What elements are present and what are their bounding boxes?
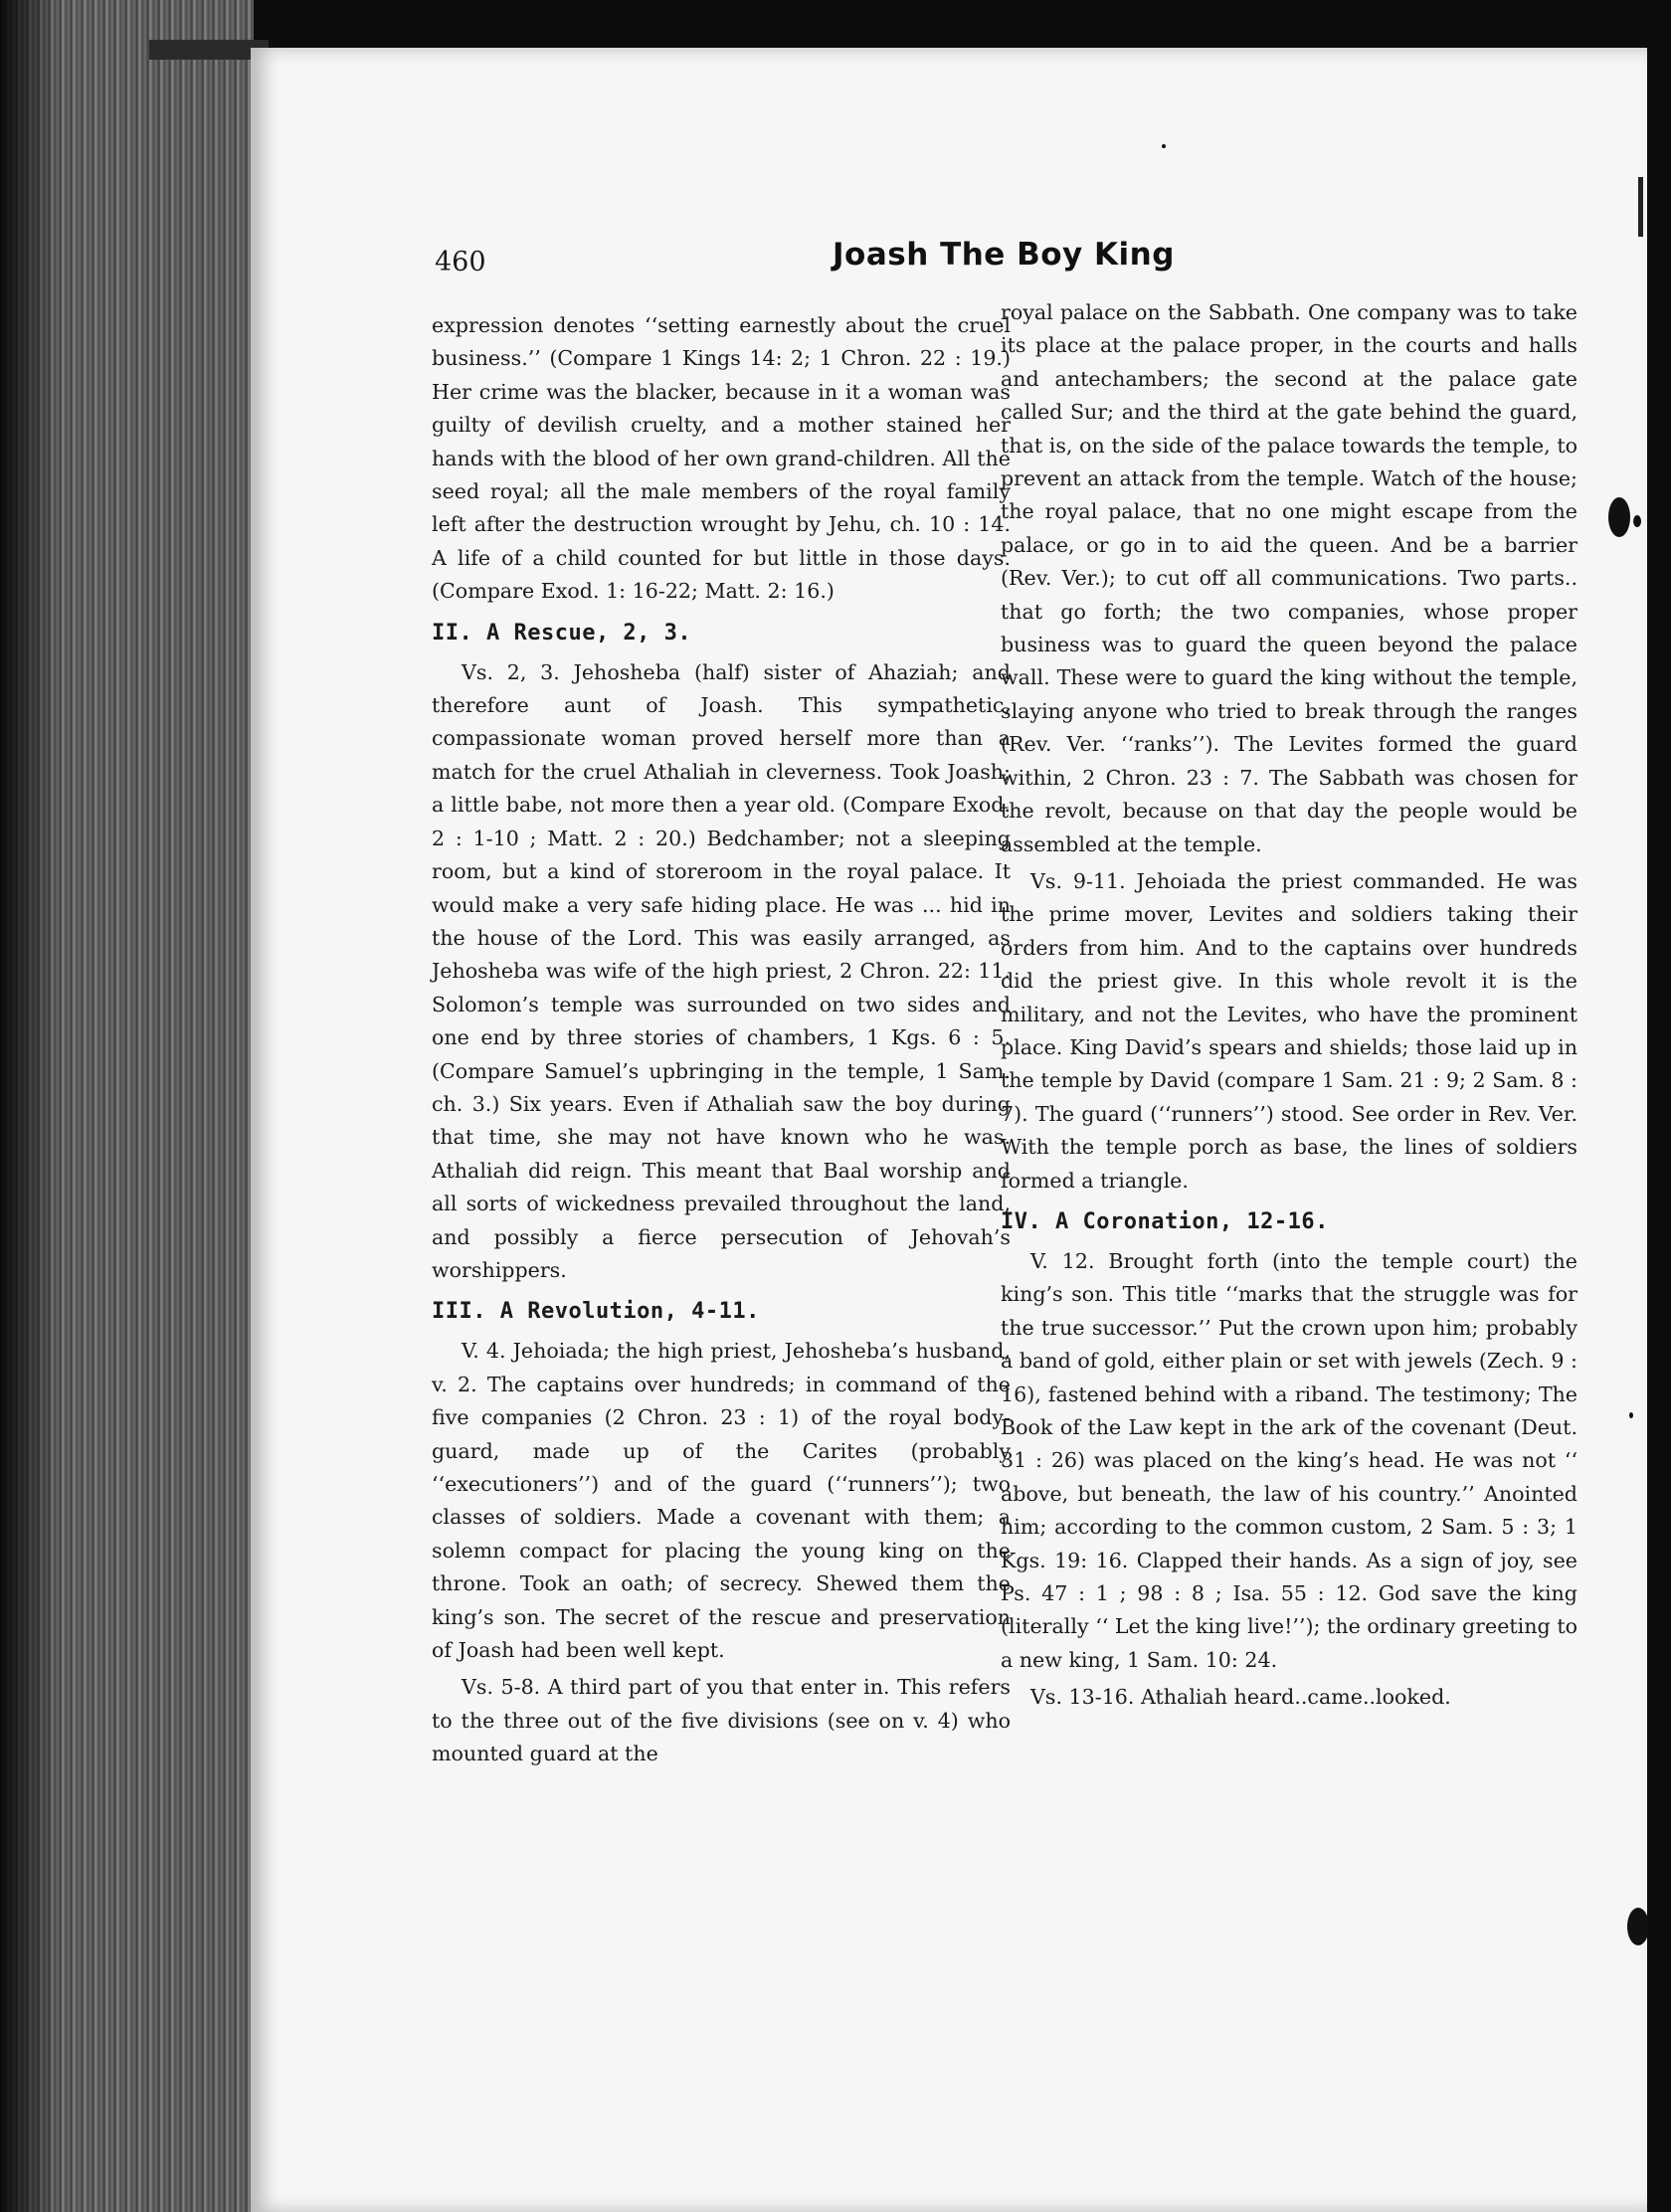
paragraph: Vs. 5-8. A third part of you that enter in. This refers to the three out of the five divisions (see on v. 4) who mounted guard at the bbox=[432, 1675, 1011, 1766]
book-page-edges bbox=[0, 0, 254, 2212]
paragraph: expression denotes ‘‘setting earnestly about the cruel business.’’ (Compare 1 Kings 14: 2; 1 Chron. 22 : 19.) Her crime was the blacker, because in it a woman was guilty of devilish cruelty, and a mother stained her hands with the blood of her own grand-children. All the seed royal; all the male members of the royal family left after the destruction wrought by Jehu, ch. 10 : 14. A life of a child counted for but little in those days. (Compare Exod. 1: 16-22; Matt. 2: 16.) bbox=[432, 313, 1011, 604]
page-header bbox=[435, 237, 1370, 296]
page-number: 460 bbox=[435, 247, 486, 277]
binder-hole bbox=[1608, 497, 1630, 537]
section-heading-revolution: III. A Revolution, 4-11. bbox=[432, 1299, 760, 1325]
left-column bbox=[432, 309, 1011, 1771]
paragraph: Vs. 9-11. Jehoiada the priest commanded. He was the prime mover, Levites and soldiers taking their orders from him. And to the captains over hundreds did the priest give. In this whole revolt it is the military, and not the Levites, who have the prominent place. King David’s spears and shields; those laid up in the temple by David (compare 1 Sam. 21 : 9; 2 Sam. 8 : 7). The guard (‘‘runners’’) stood. See order in Rev. Ver. With the temple porch as base, the lines of soldiers formed a triangle. bbox=[1001, 868, 1578, 1193]
section-heading-rescue: II. A Rescue, 2, 3. bbox=[432, 620, 692, 645]
page-edge-mark bbox=[1638, 177, 1643, 237]
paragraph: Vs. 13-16. Athaliah heard..came..looked. bbox=[1030, 1685, 1451, 1710]
running-title: Joash The Boy King bbox=[833, 237, 1175, 273]
paragraph: V. 12. Brought forth (into the temple court) the king’s son. This title ‘‘marks that the struggle was for the true successor.’’ Put the crown upon him; probably a band of gold, either plain or set with jewels (Zech. 9 : 16), fastened behind with a riband. The testimony; The Book of the Law kept in the ark of the covenant (Deut. 31 : 26) was placed on the king’s head. He was not ‘‘ above, but beneath, the law of his country.’’ Anointed him; according to the common custom, 2 Sam. 5 : 3; 1 Kgs. 19: 16. Clapped their hands. As a sign of joy, see Ps. 47 : 1 ; 98 : 8 ; Isa. 55 : 12. God save the king (literally ‘‘ Let the king live!’’); the ordinary greeting to a new king, 1 Sam. 10: 24. bbox=[1001, 1248, 1578, 1672]
ink-speck bbox=[1629, 1412, 1633, 1418]
binder-hole bbox=[1627, 1908, 1649, 1945]
binder-hole-mark bbox=[1633, 515, 1641, 527]
paragraph: Vs. 2, 3. Jehosheba (half) sister of Ahaziah; and therefore aunt of Joash. This sympathetic, compassionate woman proved herself more than a match for the cruel Athaliah in cleverness. Took Joash; a little babe, not more then a year old. (Compare Exod. 2 : 1-10 ; Matt. 2 : 20.) Bedchamber; not a sleeping room, but a kind of storeroom in the royal palace. It would make a very safe hiding place. He was ... hid in the house of the Lord. This was easily arranged, as Jehosheba was wife of the high priest, 2 Chron. 22: 11. Solomon’s temple was surrounded on two sides and one end by three stories of chambers, 1 Kgs. 6 : 5. (Compare Samuel’s upbringing in the temple, 1 Sam. ch. 3.) Six years. Even if Athaliah saw the boy during that time, she may not have known who he was. Athaliah did reign. This meant that Baal worship and all sorts of wickedness prevailed throughout the land, and possibly a fierce persecution of Jehovah’s worshippers. bbox=[432, 659, 1011, 1282]
ink-speck bbox=[1162, 144, 1166, 148]
binding-shadow bbox=[0, 0, 60, 2212]
paragraph: royal palace on the Sabbath. One company was to take its place at the palace proper, in the courts and halls and antechambers; the second at the palace gate called Sur; and the third at the gate behind the guard, that is, on the side of the palace towards the temple, to prevent an attack from the temple. Watch of the house; the royal palace, that no one might escape from the palace, or go in to aid the queen. And be a barrier (Rev. Ver.); to cut off all communications. Two parts.. that go forth; the two companies, whose proper business was to guard the queen beyond the palace wall. These were to guard the king without the temple, slaying anyone who tried to break through the ranges (Rev. Ver. ‘‘ranks’’). The Levites formed the guard within, 2 Chron. 23 : 7. The Sabbath was chosen for the revolt, because on that day the people would be assembled at the temple. bbox=[1001, 300, 1578, 856]
paragraph: V. 4. Jehoiada; the high priest, Jehosheba’s husband, v. 2. The captains over hundreds; in command of the five companies (2 Chron. 23 : 1) of the royal body-guard, made up of the Carites (probably ‘‘executioners’’) and of the guard (‘‘runners’’); two classes of soldiers. Made a covenant with them; a solemn compact for placing the young king on the throne. Took an oath; of secrecy. Shewed them the king’s son. The secret of the rescue and preservation of Joash had been well kept. bbox=[432, 1339, 1011, 1663]
right-column bbox=[1001, 296, 1578, 1715]
section-heading-coronation: IV. A Coronation, 12-16. bbox=[1001, 1208, 1329, 1234]
book-page bbox=[251, 48, 1647, 2212]
